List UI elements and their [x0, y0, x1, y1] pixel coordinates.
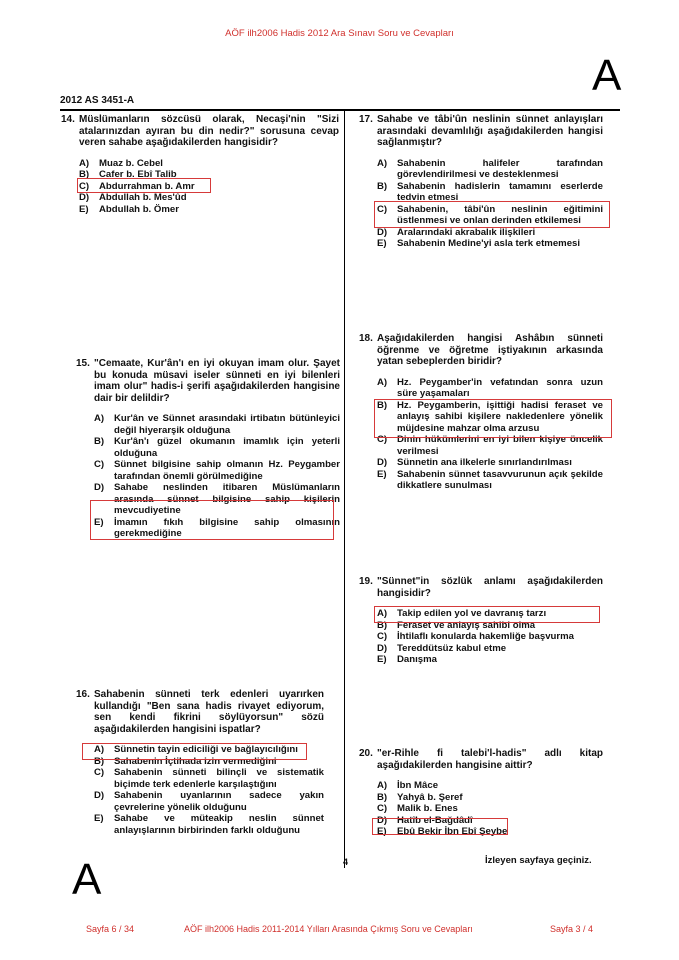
option-b[interactable]: B) Kur'ân'ı güzel okumanın imamlık için yeterli olduğuna [94, 436, 340, 459]
option-e[interactable]: E) Sahabenin Medine'yi asla terk etmemesi [377, 238, 581, 249]
exam-code: 2012 AS 3451-A [60, 95, 135, 106]
option-c[interactable]: C) İhtilaflı konularda hakemliğe başvurma [377, 631, 575, 642]
option-a[interactable]: A) Kur'ân ve Sünnet arasındaki irtibatın bütünleyici değil hiyerarşik olduğuna [94, 413, 340, 436]
option-b[interactable]: B) Yahyâ b. Şeref [377, 791, 463, 803]
footer-right: Sayfa 3 / 4 [550, 924, 594, 934]
question-stem: "Cemaate, Kur'ân'ı en iyi okuyan imam olur. Şayet bu konuda müsavi iseler sünneti en iyi bilenleri imam olur" hadis-i şerifi aşağıdakilerden hangisine dair bir delildir? [94, 358, 340, 404]
option-d[interactable]: D) Sahabe neslinden itibaren Müslümanların arasında sünnet bilgisine sahip kişilerin mevcudiyetine [94, 482, 340, 516]
answer-highlight-q15 [90, 500, 334, 540]
question-stem: "er-Rihle fi talebi'l-hadis" adlı kitap aşağıdakilerden hangisine aittir? [377, 748, 603, 771]
option-c[interactable]: C) Malik b. Enes [377, 803, 458, 814]
option-b[interactable]: B) Cafer b. Ebî Talib [79, 169, 177, 180]
option-e[interactable]: E) İmamın fıkıh bilgisine sahip olmasının gerekmediğine [94, 516, 340, 539]
page-number: 4 [343, 857, 349, 867]
question-stem: Müslümanların sözcüsü olarak, Necaşi'nin "Sizi atalarınızdan ayıran bu din nedir?" sorusuna cevap veren sahabe aşağıdakilerden hangisidir? [79, 114, 339, 148]
option-c[interactable]: C) Sahabenin sünneti bilinçli ve sistematik biçimde terk edenlerle karşılaştığını [94, 767, 324, 790]
option-a[interactable]: A) Hz. Peygamber'in vefatından sonra uzun süre yaşamaları [377, 376, 603, 399]
option-b[interactable]: B) Hz. Peygamberin, işittiği hadisi feraset ve anlayış sahibi kişilere nakledenlere yönelik müjdesine mahzar olma arzusu [377, 399, 603, 434]
option-e[interactable]: E) Abdullah b. Ömer [79, 203, 179, 215]
option-d[interactable]: D) Hatîb el-Bağdâdî [377, 814, 473, 826]
question-number: 18. [359, 333, 373, 344]
page-header-title: AÖF ilh2006 Hadis 2012 Ara Sınavı Soru ve Cevapları [225, 28, 454, 39]
answer-highlight-q17 [374, 201, 610, 228]
top-divider [60, 109, 620, 111]
option-b[interactable]: B) Sahabenin hadislerin tamamını eserlerde tedvin etmesi [377, 180, 603, 203]
answer-highlight-q20 [372, 818, 508, 835]
footer-left: Sayfa 6 / 34 [86, 924, 135, 934]
next-page-note: İzleyen sayfaya geçiniz. [485, 855, 592, 866]
option-a[interactable]: A) Muaz b. Cebel [79, 157, 163, 169]
question-14 [61, 114, 339, 215]
column-divider [344, 111, 345, 868]
option-b[interactable]: B) Feraset ve anlayış sahibi olma [377, 619, 536, 631]
question-17 [359, 114, 603, 250]
option-d[interactable]: D) Sünnetin ana ilkelerle sınırlandırılması [377, 457, 572, 468]
option-e[interactable]: E) Danışma [377, 654, 437, 665]
booklet-letter-bottom: A [72, 855, 102, 904]
option-c[interactable]: C) Sahabenin, tâbi'ûn neslinin eğitimini üstlenmesi ve onlan derinden etkilemesi [377, 203, 603, 226]
option-e[interactable]: E) Sahabe ve müteakip neslin sünnet anlayışlarının birbirinden farklı olduğunu [94, 813, 324, 836]
answer-highlight-q18 [374, 399, 612, 438]
option-c[interactable]: C) Abdurrahman b. Amr [79, 180, 195, 192]
option-b[interactable]: B) Sahabenin İçtihada izin vermediğini [94, 755, 277, 767]
answer-highlight-q19 [374, 606, 600, 623]
answer-highlight-q16 [82, 743, 307, 760]
option-c[interactable]: C) Dinin hükümlerini en iyi bilen kişiye öncelik verilmesi [377, 434, 603, 457]
option-d[interactable]: D) Aralarındaki akrabalık ilişkileri [377, 226, 536, 238]
question-stem: "Sünnet"in sözlük anlamı aşağıdakilerden hangisidir? [377, 576, 603, 599]
option-c[interactable]: C) Sünnet bilgisine sahip olmanın Hz. Peygamber tarafından önemli görülmediğine [94, 459, 340, 482]
question-number: 15. [76, 358, 90, 369]
question-number: 16. [76, 689, 90, 700]
answer-highlight-q14 [77, 178, 211, 193]
booklet-letter-top: A [592, 51, 622, 100]
option-d[interactable]: D) Abdullah b. Mes'ûd [79, 192, 187, 203]
option-a[interactable]: A) Sünnetin tayin ediciliği ve bağlayıcılığını [94, 744, 298, 755]
option-e[interactable]: E) Sahabenin sünnet tasavvurunun açık şekilde dikkatlere sunulması [377, 468, 603, 491]
option-a[interactable]: A) Sahabenin halifeler tarafından görevlendirilmesi ve desteklenmesi [377, 157, 603, 180]
option-a[interactable]: A) Takip edilen yol ve davranış tarzı [377, 608, 547, 619]
question-number: 20. [359, 748, 373, 759]
question-stem: Sahabe ve tâbi'ûn neslinin sünnet anlayışları arasındaki devamlılığı aşağıdakilerden hangisi sağlanmıştır? [377, 114, 603, 148]
question-number: 17. [359, 114, 373, 125]
option-d[interactable]: D) Sahabenin uyanlarının sadece yakın çevrelerine yönelik olduğunu [94, 790, 324, 813]
question-stem: Sahabenin sünneti terk edenleri uyarırken kullandığı "Ben sana hadis rivayet ediyorum, sen kendi fikrini söylüyorsun" sözü aşağıdakilerden hangisini ispatlar? [94, 689, 324, 735]
question-number: 14. [61, 114, 75, 125]
question-16 [76, 689, 324, 836]
option-a[interactable]: A) İbn Mâce [377, 780, 439, 791]
question-stem: Aşağıdakilerden hangisi Ashâbın sünneti öğrenme ve öğretme iştiyakının arkasında yatan sebeplerden biridir? [377, 333, 603, 367]
footer-center: AÖF ilh2006 Hadis 2011-2014 Yılları Arasında Çıkmış Soru ve Cevapları [184, 924, 473, 934]
option-d[interactable]: D) Tereddütsüz kabul etme [377, 642, 507, 654]
question-number: 19. [359, 576, 373, 587]
option-e[interactable]: E) Ebû Bekir İbn Ebî Şeybe [377, 826, 508, 837]
